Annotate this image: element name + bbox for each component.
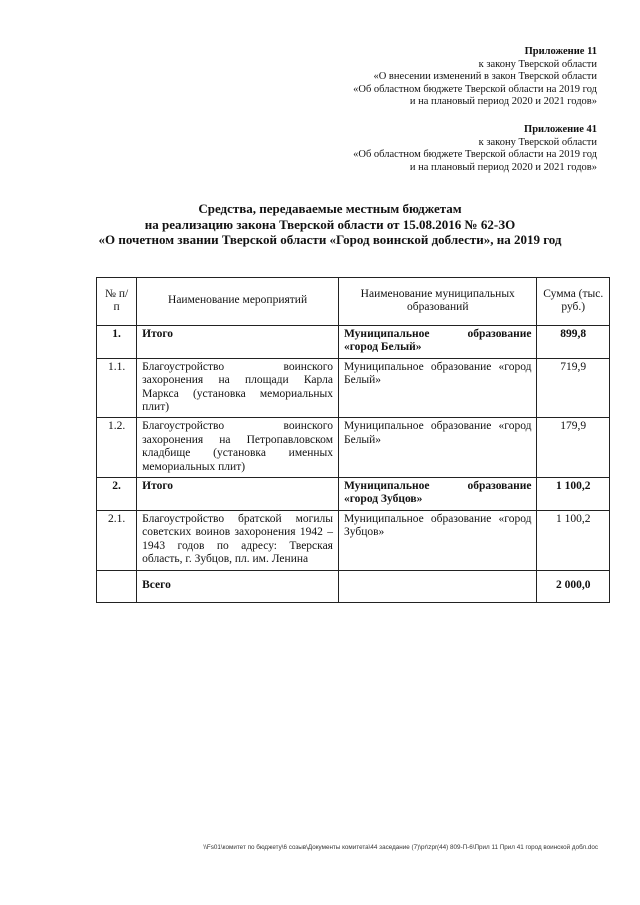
appendix-line: и на плановый период 2020 и 2021 годов» <box>409 96 597 107</box>
appendix-line: к закону Тверской области <box>478 136 597 148</box>
appendix-line: «О внесении изменений в закон Тверской области <box>373 71 597 82</box>
cell-sum: 1 100,2 <box>537 478 610 511</box>
cell-org: Муниципальное образование «город Белый» <box>338 326 537 359</box>
cell-name: Всего <box>137 570 339 602</box>
table-total-row <box>97 570 610 602</box>
table-header-row <box>97 278 610 326</box>
cell-org <box>338 570 537 602</box>
cell-name: Благоустройство братской могилы советских воинов захоронения 1942 – 1943 годов по адресу: Тверская область, г. Зубцов, пл. им. Ленина <box>137 510 339 570</box>
cell-sum: 1 100,2 <box>537 510 610 570</box>
header-name: Наименование мероприятий <box>137 278 339 326</box>
header-sum: Сумма (тыс. руб.) <box>537 278 610 326</box>
document-title <box>40 201 620 248</box>
table-row <box>97 478 610 511</box>
file-path-footer: \\Fs01\комитет по бюджету\6 созыв\Документы комитета\44 заседание (7)\pr\zpr(44) 809-П-6\Прил 11 Прил 41 город воинской добл.doc <box>203 844 598 851</box>
appendix-heading: Приложение 41 <box>524 124 597 135</box>
table-row <box>97 326 610 359</box>
cell-name: Итого <box>137 478 339 511</box>
table-row <box>97 358 610 418</box>
title-line: на реализацию закона Тверской области от 15.08.2016 № 62-ЗО <box>144 216 516 232</box>
title-line: «О почетном звании Тверской области «Город воинской доблести», на 2019 год <box>98 232 562 247</box>
cell-org: Муниципальное образование «город Белый» <box>338 358 537 418</box>
cell-sum: 899,8 <box>537 326 610 359</box>
cell-num: 1.2. <box>97 418 137 478</box>
appendix-line: и на плановый период 2020 и 2021 годов» <box>409 161 597 173</box>
title-line: Средства, передаваемые местным бюджетам <box>198 201 462 216</box>
cell-num: 2.1. <box>97 510 137 570</box>
table-row <box>97 510 610 570</box>
table-row <box>97 418 610 478</box>
cell-sum: 179,9 <box>537 418 610 478</box>
appendix-41-header <box>353 124 597 174</box>
cell-sum: 2 000,0 <box>537 570 610 602</box>
cell-num <box>97 570 137 602</box>
cell-org: Муниципальное образование «город Белый» <box>338 418 537 478</box>
cell-name: Благоустройство воинского захоронения на площади Карла Маркса (установка мемориальных плит) <box>137 358 339 418</box>
cell-num: 1.1. <box>97 358 137 418</box>
header-num: № п/п <box>97 278 137 326</box>
appendix-line: «Об областном бюджете Тверской области на 2019 год <box>353 83 597 95</box>
cell-num: 1. <box>97 326 137 359</box>
appendix-line: «Об областном бюджете Тверской области на 2019 год <box>353 149 597 160</box>
appendix-heading: Приложение 11 <box>524 46 597 57</box>
header-org: Наименование муниципальных образований <box>338 278 537 326</box>
appendix-11-header <box>353 46 597 109</box>
cell-sum: 719,9 <box>537 358 610 418</box>
cell-org: Муниципальное образование «город Зубцов» <box>338 478 537 511</box>
cell-name: Итого <box>137 326 339 359</box>
appendix-line: к закону Тверской области <box>478 58 597 70</box>
budget-table <box>96 277 610 603</box>
cell-num: 2. <box>97 478 137 511</box>
cell-org: Муниципальное образование «город Зубцов» <box>338 510 537 570</box>
cell-name: Благоустройство воинского захоронения на Петропавловском кладбище (установка именных мемориальных плит) <box>137 418 339 478</box>
